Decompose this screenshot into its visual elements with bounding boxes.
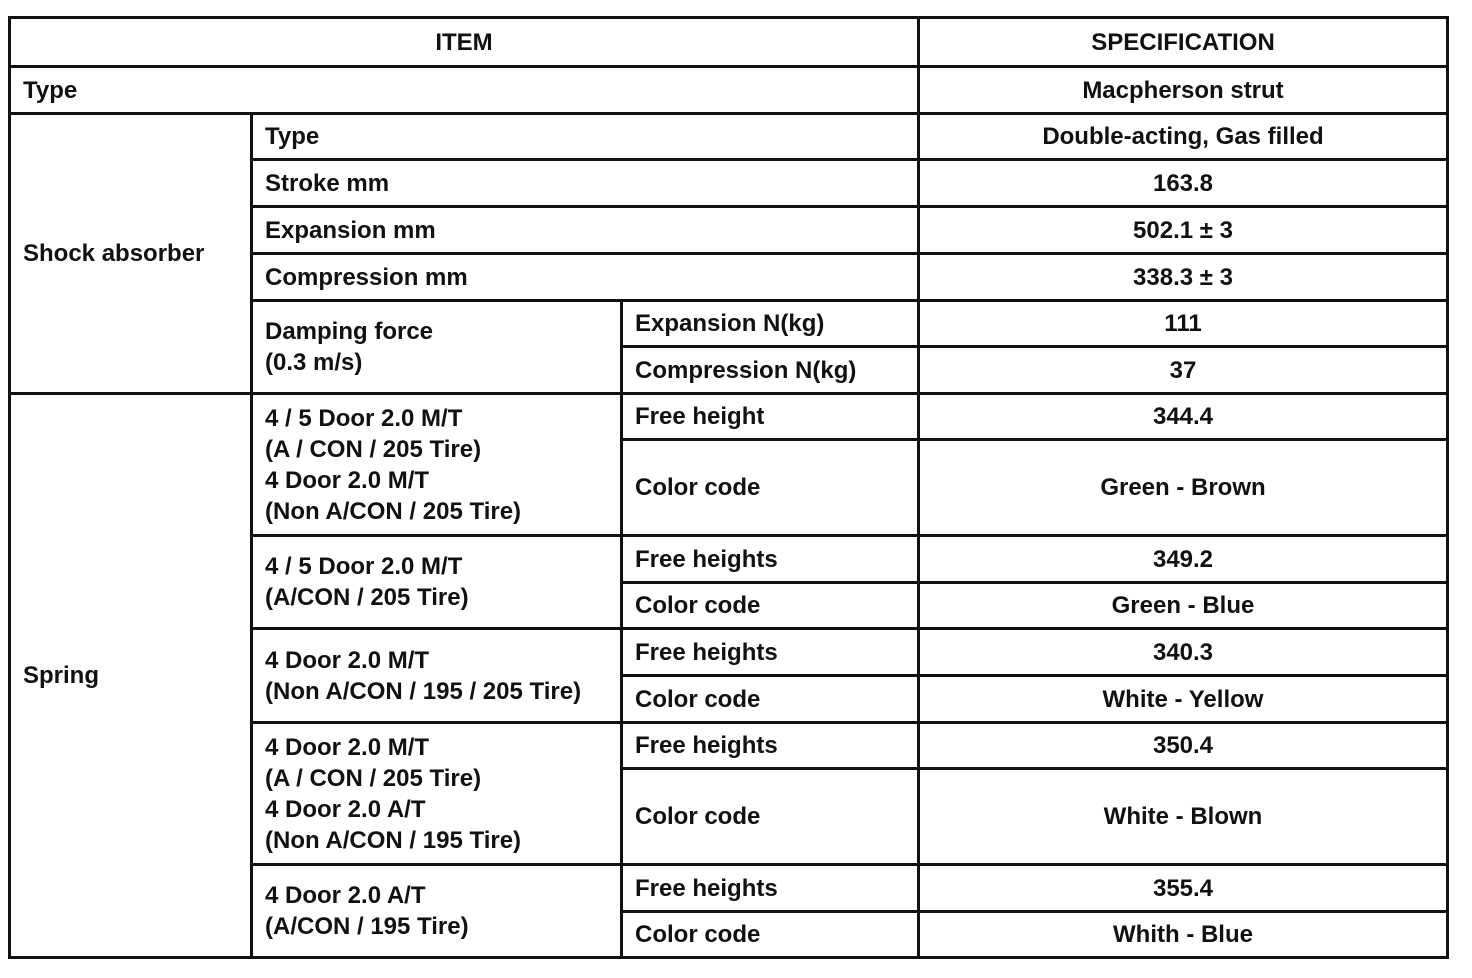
spring-variant [252,865,622,958]
damping-force-label [252,301,622,394]
free-height-value: 355.4 [919,865,1448,912]
color-code-value: Green - Blue [919,583,1448,629]
free-height-value: 350.4 [919,723,1448,769]
variant-line: (Non A/CON / 195 / 205 Tire) [265,677,582,705]
damping-expansion-label: Expansion N(kg) [622,301,919,347]
variant-line: 4 Door 2.0 A/T [265,882,426,909]
free-height-label: Free heights [622,629,919,676]
color-code-value: White - Yellow [919,676,1448,723]
color-code-label: Color code [622,912,919,958]
variant-line: 4 / 5 Door 2.0 M/T [265,404,463,432]
color-code-label: Color code [622,769,919,865]
type-label: Type [10,67,919,114]
damping-expansion-value: 111 [919,301,1448,347]
header-row [10,18,1448,67]
shock-expansion-value: 502.1 ± 3 [919,207,1448,254]
shock-stroke-label: Stroke mm [252,160,919,207]
color-code-label: Color code [622,440,919,536]
shock-compression-value: 338.3 ± 3 [919,254,1448,301]
variant-line: 4 Door 2.0 M/T [265,733,430,761]
variant-line: 4 Door 2.0 A/T [265,795,426,823]
shock-expansion-label: Expansion mm [252,207,919,254]
variant-line: (A / CON / 205 Tire) [265,764,482,792]
free-height-label: Free heights [622,536,919,583]
free-height-value: 349.2 [919,536,1448,583]
free-height-label: Free heights [622,723,919,769]
variant-line: (A/CON / 195 Tire) [265,913,469,940]
spring-variant [252,629,622,723]
free-height-value: 340.3 [919,629,1448,676]
damping-label-line: Damping force [265,318,434,345]
variant-line: (Non A/CON / 205 Tire) [265,497,522,525]
free-height-value: 344.4 [919,394,1448,440]
shock-type-label: Type [252,114,919,160]
color-code-value: Whith - Blue [919,912,1448,958]
spring-label: Spring [10,394,252,958]
variant-line: 4 Door 2.0 M/T [265,646,430,674]
color-code-value: White - Blown [919,769,1448,865]
free-height-label: Free heights [622,865,919,912]
variant-line: (Non A/CON / 195 Tire) [265,826,522,854]
shock-type-row [10,114,1448,160]
shock-type-value: Double-acting, Gas filled [919,114,1448,160]
damping-compression-value: 37 [919,347,1448,394]
color-code-value: Green - Brown [919,440,1448,536]
shock-absorber-label: Shock absorber [10,114,252,394]
spring-variant [252,394,622,536]
free-height-label: Free height [622,394,919,440]
specification-header: SPECIFICATION [919,18,1448,67]
type-row [10,67,1448,114]
item-header: ITEM [10,18,919,67]
damping-compression-label: Compression N(kg) [622,347,919,394]
specification-table [8,16,1449,959]
color-code-label: Color code [622,583,919,629]
type-value: Macpherson strut [919,67,1448,114]
damping-label-line: (0.3 m/s) [265,349,363,376]
shock-stroke-value: 163.8 [919,160,1448,207]
variant-line: (A / CON / 205 Tire) [265,435,482,463]
variant-line: 4 Door 2.0 M/T [265,466,430,494]
shock-compression-label: Compression mm [252,254,919,301]
spring-variant [252,723,622,865]
spring-row [10,394,1448,440]
color-code-label: Color code [622,676,919,723]
variant-line: (A/CON / 205 Tire) [265,584,469,611]
variant-line: 4 / 5 Door 2.0 M/T [265,553,463,580]
spring-variant [252,536,622,629]
